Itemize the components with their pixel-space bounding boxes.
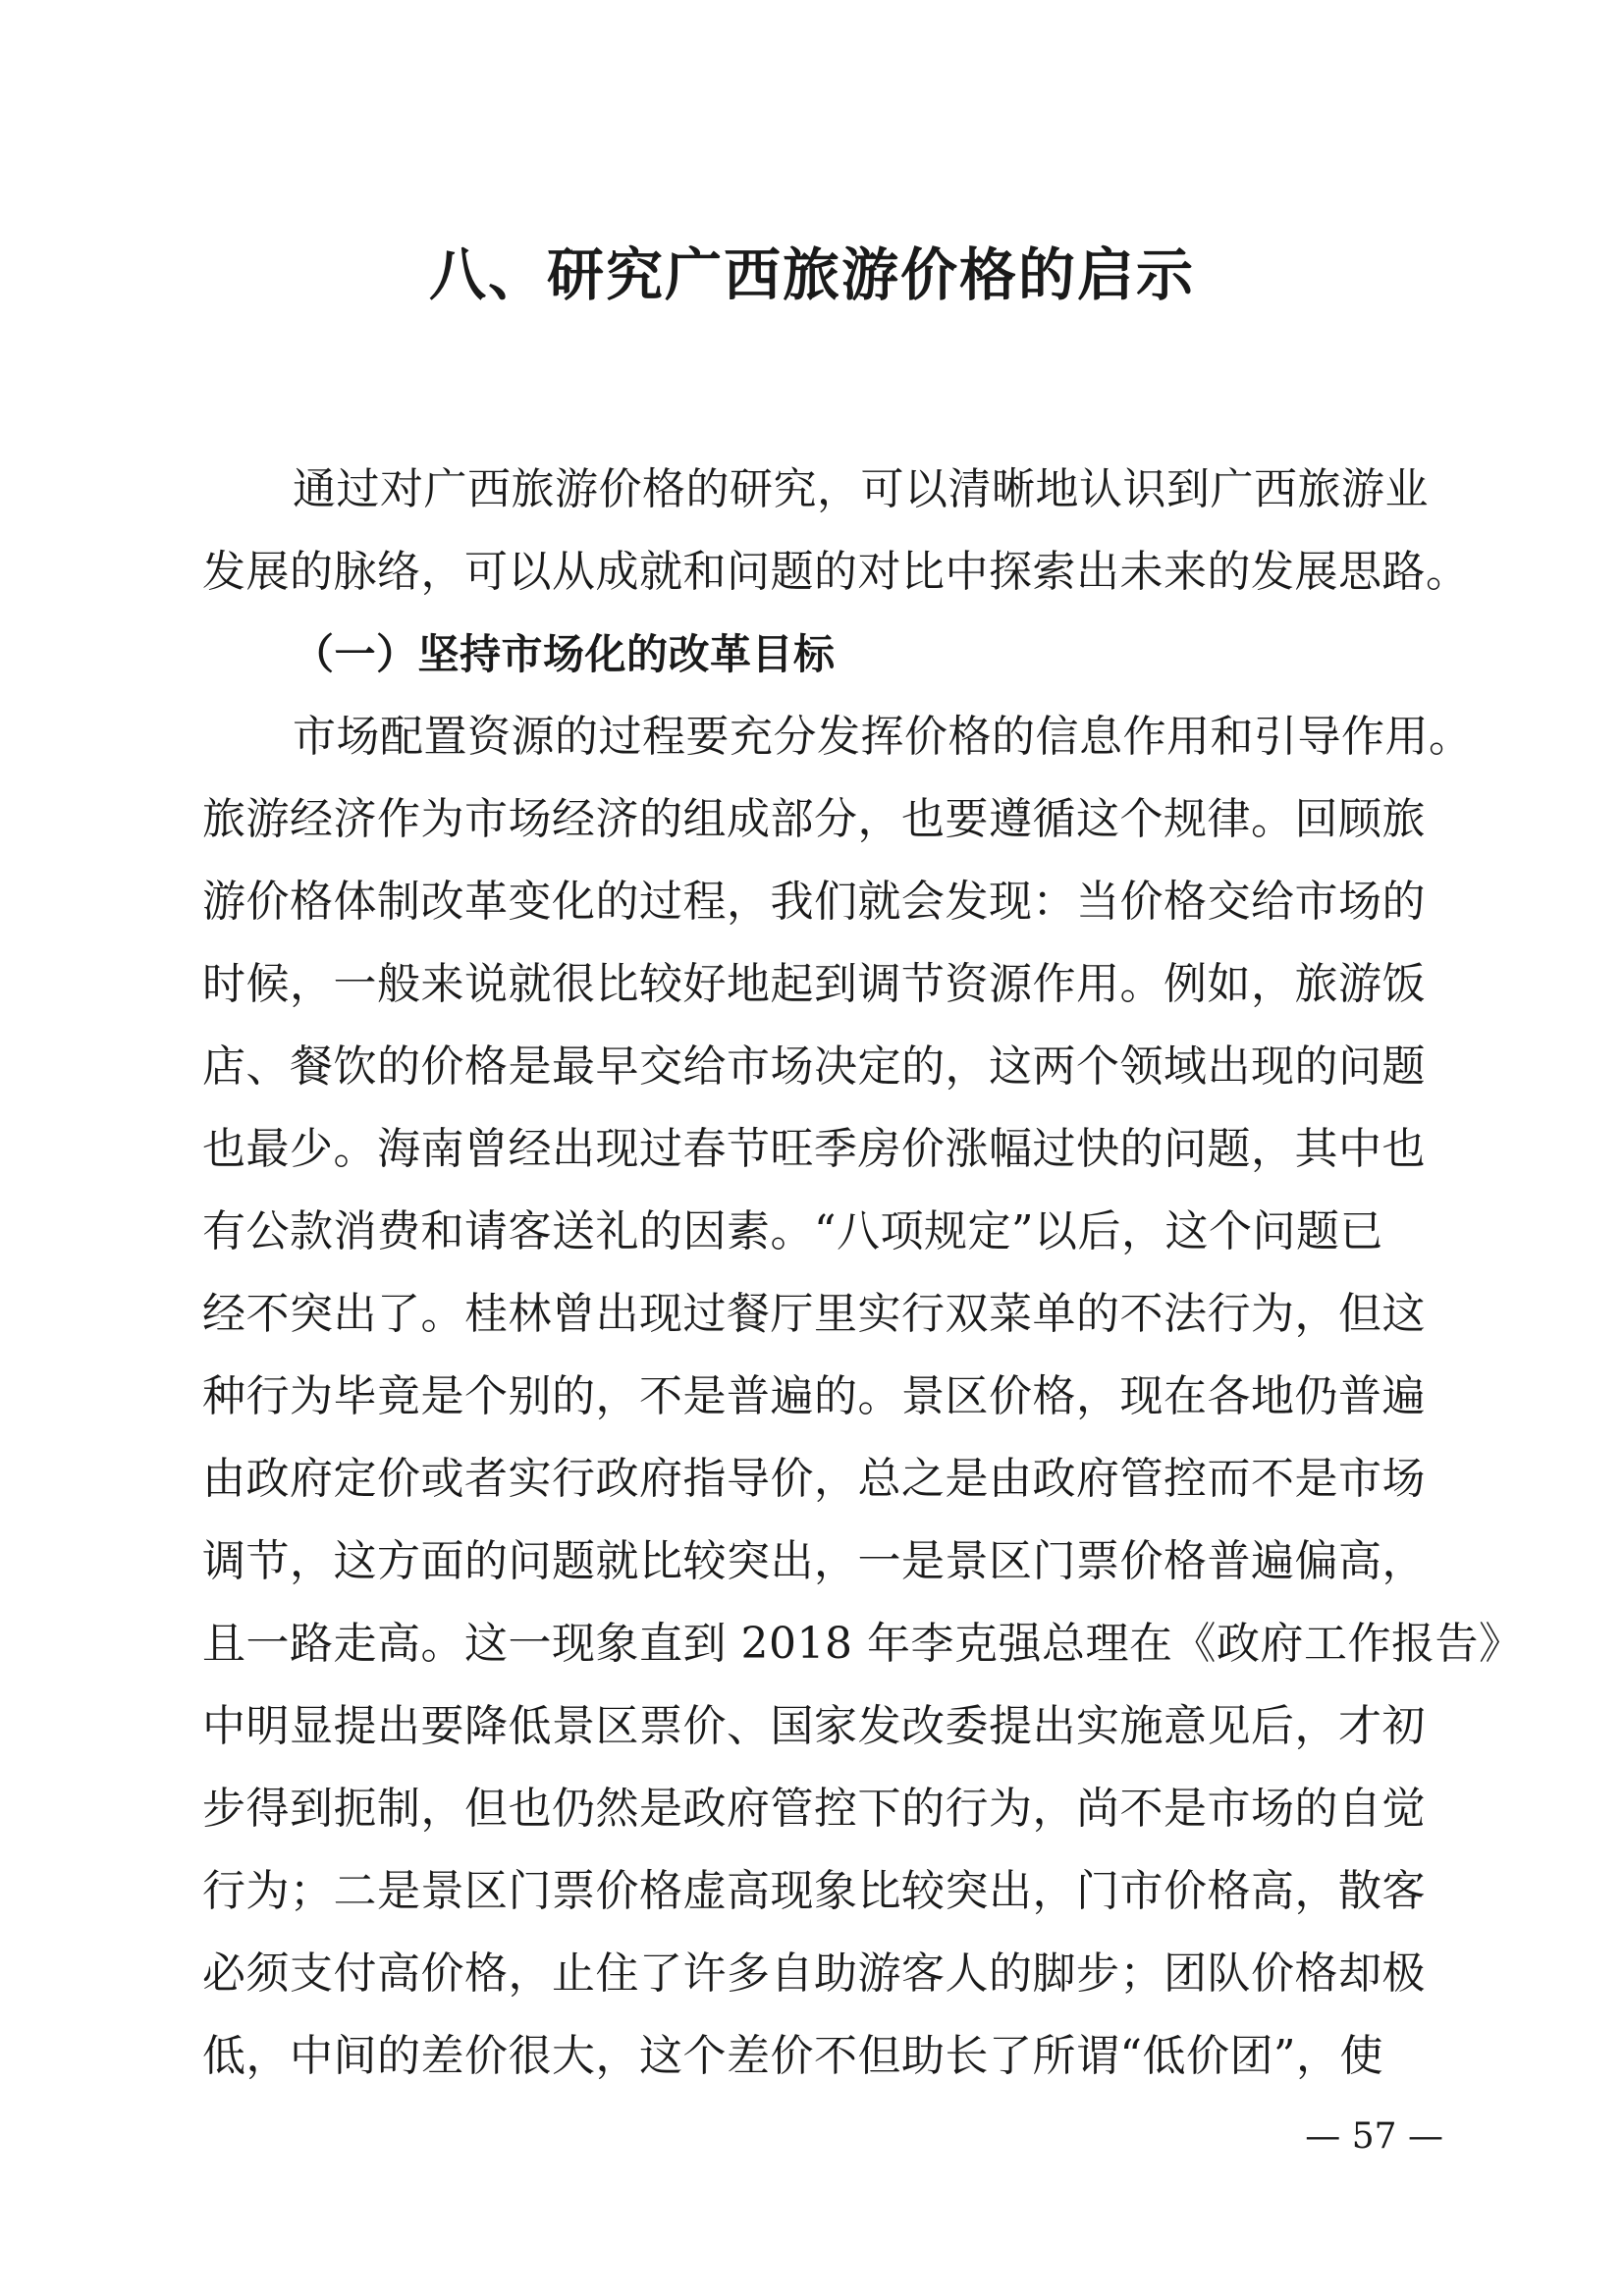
section-heading: （一）坚持市场化的改革目标 [293,630,836,678]
paragraph-line: 中明显提出要降低景区票价、国家发改委提出实施意见后，才初 [202,1701,1426,1751]
paragraph-line: 种行为毕竟是个别的，不是普遍的。景区价格，现在各地仍普遍 [202,1371,1426,1421]
paragraph-line: 由政府定价或者实行政府指导价，总之是由政府管控而不是市场 [202,1454,1426,1504]
paragraph-line: 市场配置资源的过程要充分发挥价格的信息作用和引导作用。 [293,712,1473,762]
page-number: — 57 — [1305,2116,1443,2157]
paragraph-line: 也最少。海南曾经出现过春节旺季房价涨幅过快的问题，其中也 [202,1124,1426,1174]
paragraph-line: 步得到扼制，但也仍然是政府管控下的行为，尚不是市场的自觉 [202,1784,1426,1834]
paragraph-line: 店、餐饮的价格是最早交给市场决定的，这两个领域出现的问题 [202,1041,1426,1092]
paragraph-line: 且一路走高。这一现象直到 2018 年李克强总理在《政府工作报告》 [202,1619,1523,1669]
paragraph-line: 行为；二是景区门票价格虚高现象比较突出，门市价格高，散客 [202,1866,1426,1916]
paragraph-line: 旅游经济作为市场经济的组成部分，也要遵循这个规律。回顾旅 [202,794,1426,844]
paragraph-line: 发展的脉络，可以从成就和问题的对比中探索出未来的发展思路。 [202,547,1470,597]
paragraph-line: 有公款消费和请客送礼的因素。“八项规定”以后，这个问题已 [202,1206,1383,1256]
paragraph-line: 经不突出了。桂林曾出现过餐厅里实行双菜单的不法行为，但这 [202,1289,1426,1339]
paragraph-line: 游价格体制改革变化的过程，我们就会发现：当价格交给市场的 [202,877,1426,927]
paragraph-line: 时候，一般来说就很比较好地起到调节资源作用。例如，旅游饭 [202,959,1426,1009]
body-text [202,449,1523,2098]
paragraph-line: 调节，这方面的问题就比较突出，一是景区门票价格普遍偏高， [202,1536,1426,1586]
paragraph-line: 必须支付高价格，止住了许多自助游客人的脚步；团队价格却极 [202,1949,1426,1999]
paragraph-line: 通过对广西旅游价格的研究，可以清晰地认识到广西旅游业 [293,464,1429,514]
chapter-title: 八、研究广西旅游价格的启示 [428,241,1195,308]
paragraph-line: 低，中间的差价很大，这个差价不但助长了所谓“低价团”，使 [202,2031,1383,2081]
